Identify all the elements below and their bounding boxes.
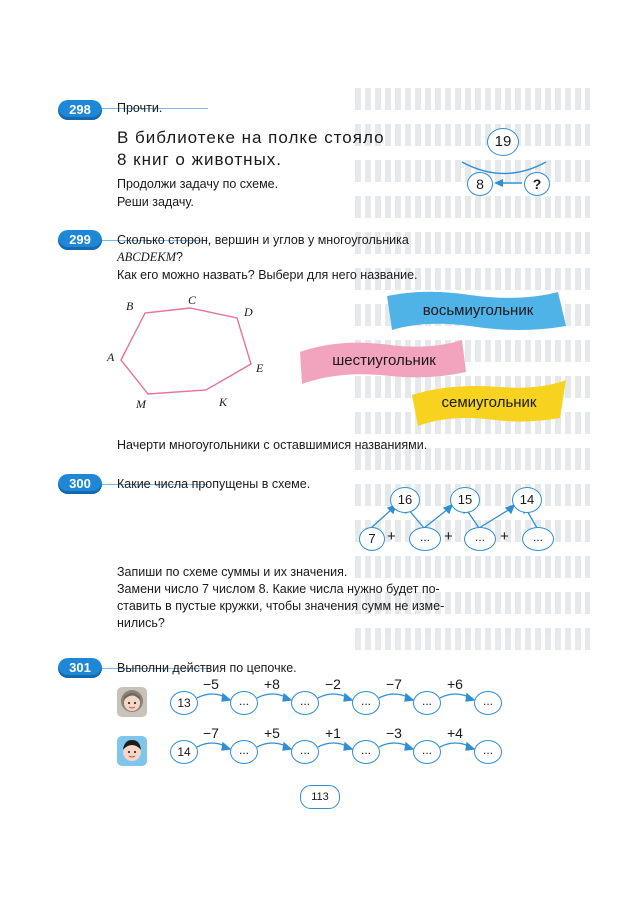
chain2-op-1: −7 (203, 725, 219, 741)
task-298-read: Прочти. (117, 101, 163, 115)
task-298-line2: 8 книг о животных. (117, 150, 283, 169)
empty-circle[interactable]: ... (291, 740, 319, 764)
name-tag-octagon: восьмиугольник (422, 302, 534, 319)
task-300-line3: Замени число 7 числом 8. Какие числа нужно будет по- (117, 582, 440, 596)
vertex-label-e: E (256, 361, 264, 375)
empty-circle[interactable]: ... (464, 527, 496, 551)
name-tag-hexagon: шестиугольник (332, 352, 436, 369)
task-300-line2: Запиши по схеме суммы и их значения. (117, 565, 348, 579)
empty-circle[interactable]: ... (409, 527, 441, 551)
empty-circle[interactable]: ... (522, 527, 554, 551)
chain2-op-4: −3 (386, 725, 402, 741)
empty-circle[interactable]: ... (352, 691, 380, 715)
scheme-sum-circle-2: 15 (450, 487, 480, 513)
plus-sign: + (500, 528, 509, 545)
vertex-label-c: C (188, 293, 197, 307)
chain2-op-2: +5 (264, 725, 280, 741)
empty-circle[interactable]: ... (230, 740, 258, 764)
plus-sign: + (387, 528, 396, 545)
vertex-label-b: B (126, 299, 134, 313)
empty-circle[interactable]: ... (413, 691, 441, 715)
task-298-line1: В библиотеке на полке стояло (117, 128, 385, 147)
task-301-line1: Выполни действия по цепочке. (117, 661, 297, 675)
scheme-addend-start: 7 (359, 527, 385, 551)
task-300-line5: нились? (117, 616, 165, 630)
chain1-op-2: +8 (264, 676, 280, 692)
chain2-op-5: +4 (447, 725, 463, 741)
polygon-name: ABCDEKM (117, 250, 177, 264)
vertex-label-m: M (136, 397, 146, 411)
chain1-op-1: −5 (203, 676, 219, 692)
task-number-299: 299 (58, 230, 102, 250)
empty-circle[interactable]: ... (474, 740, 502, 764)
scheme-top-circle: 19 (487, 128, 519, 156)
chain2-op-3: +1 (325, 725, 341, 741)
page-number: 113 (300, 785, 340, 809)
task-298-line4: Реши задачу. (117, 195, 194, 209)
vertex-label-a: A (107, 350, 115, 364)
task-300-line1: Какие числа пропущены в схеме. (117, 477, 311, 491)
task-299-line3: Начерти многоугольники с оставшимися названиями. (117, 438, 428, 452)
polygon-name-question: ? (176, 250, 183, 264)
task-299-line1: Сколько сторон, вершин и углов у многоугольника (117, 233, 409, 247)
chain1-op-4: −7 (386, 676, 402, 692)
chain1-start-circle: 13 (170, 691, 198, 715)
empty-circle[interactable]: ... (413, 740, 441, 764)
scheme-sum-circle-1: 16 (390, 487, 420, 513)
chain1-op-5: +6 (447, 676, 463, 692)
name-tag-heptagon: семиугольник (441, 394, 537, 411)
empty-circle[interactable]: ... (230, 691, 258, 715)
vertex-label-d: D (244, 305, 253, 319)
scheme-sum-circle-3: 14 (512, 487, 542, 513)
empty-circle[interactable]: ... (291, 691, 319, 715)
task-300-line4: ставить в пустые кружки, чтобы значения сумм не изме- (117, 599, 445, 613)
task-298-line3: Продолжи задачу по схеме. (117, 177, 279, 191)
empty-circle[interactable]: ... (352, 740, 380, 764)
scheme-question-circle: ? (524, 172, 550, 196)
task-299-line2: Как его можно назвать? Выбери для него название. (117, 268, 418, 282)
scheme-left-circle: 8 (467, 172, 493, 196)
chain1-op-3: −2 (325, 676, 341, 692)
plus-sign: + (444, 528, 453, 545)
empty-circle[interactable]: ... (474, 691, 502, 715)
task-number-298: 298 (58, 100, 102, 120)
vertex-label-k: K (219, 395, 228, 409)
task-number-301: 301 (58, 658, 102, 678)
chain2-start-circle: 14 (170, 740, 198, 764)
task-number-300: 300 (58, 474, 102, 494)
